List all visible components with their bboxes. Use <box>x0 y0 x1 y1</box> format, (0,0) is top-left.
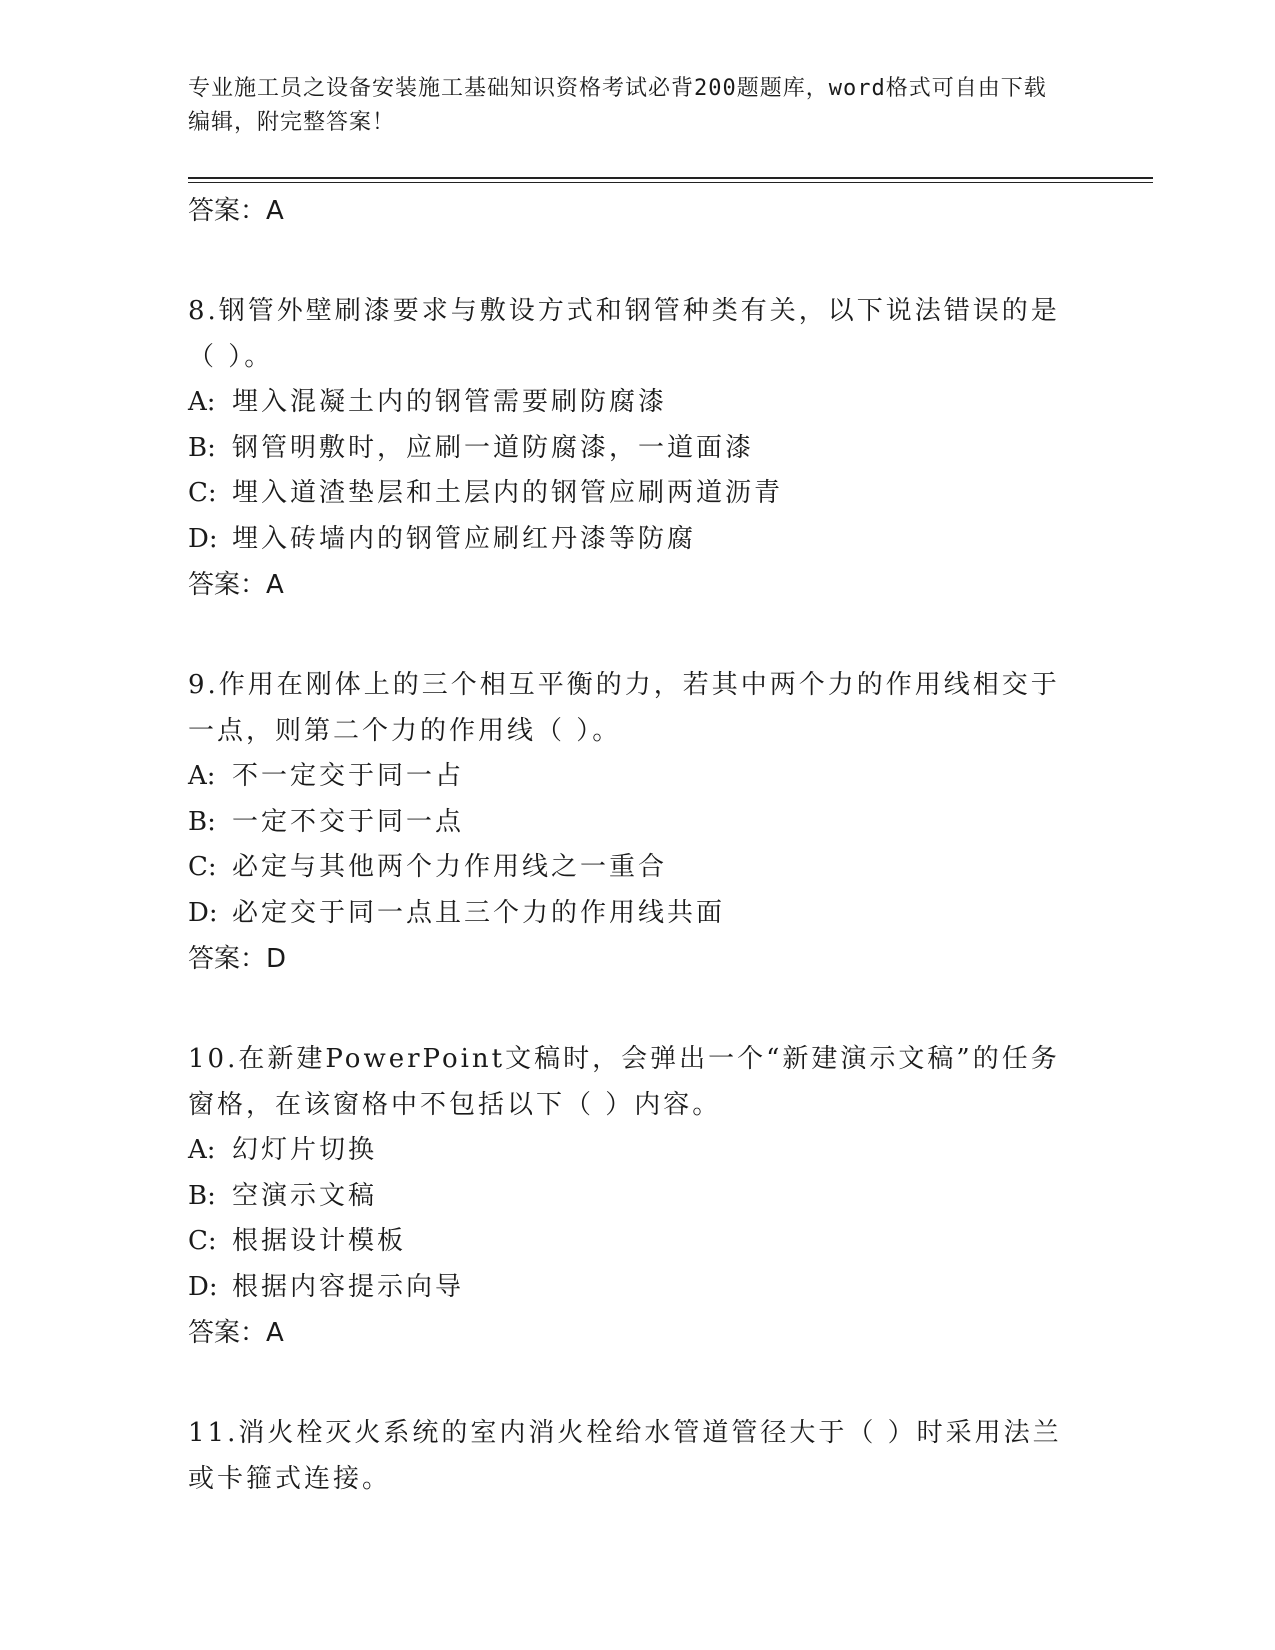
option-key: A: <box>188 387 216 417</box>
option-text: 钢管明敷时，应刷一道防腐漆，一道面漆 <box>232 432 755 463</box>
option-a <box>188 380 1068 426</box>
answer-line: 答案：A <box>188 1318 284 1348</box>
option-text: 必定与其他两个力作用线之一重合 <box>232 852 668 882</box>
answer-line: 答案：A <box>188 196 284 226</box>
option-a <box>188 754 1068 800</box>
question-10 <box>188 1036 1068 1356</box>
question-text: 10.在新建PowerPoint文稿时，会弹出一个“新建演示文稿”的任务窗格，在该窗格中不包括以下（ ）内容。 <box>188 1044 1060 1120</box>
option-c <box>188 471 1068 517</box>
option-text: 埋入砖墙内的钢管应刷红丹漆等防腐 <box>232 523 697 554</box>
option-d <box>188 1265 1068 1311</box>
option-text: 一定不交于同一点 <box>232 806 465 837</box>
option-key: B: <box>188 432 216 463</box>
header-divider-thin <box>188 182 1153 183</box>
option-text: 空演示文稿 <box>232 1180 378 1211</box>
option-c <box>188 845 1068 891</box>
option-b <box>188 800 1068 846</box>
answer-line: 答案：D <box>188 944 287 974</box>
option-a <box>188 1128 1068 1174</box>
option-key: A: <box>188 761 216 791</box>
option-d <box>188 517 1068 563</box>
option-text: 根据内容提示向导 <box>232 1271 465 1302</box>
option-text: 不一定交于同一占 <box>232 761 465 791</box>
option-text: 埋入混凝土内的钢管需要刷防腐漆 <box>232 387 668 417</box>
answer-line: 答案：A <box>188 570 284 600</box>
question-9 <box>188 662 1068 982</box>
option-text: 埋入道渣垫层和土层内的钢管应刷两道沥青 <box>232 478 784 508</box>
question-text: 9.作用在刚体上的三个相互平衡的力，若其中两个力的作用线相交于一点，则第二个力的作用线（ ）。 <box>188 670 1060 746</box>
question-11 <box>188 1410 1068 1502</box>
question-text: 8.钢管外壁刷漆要求与敷设方式和钢管种类有关，以下说法错误的是（ ）。 <box>188 296 1060 372</box>
option-key: D: <box>188 897 218 928</box>
option-b <box>188 426 1068 472</box>
option-key: C: <box>188 478 217 508</box>
option-key: C: <box>188 1226 217 1256</box>
option-key: D: <box>188 523 218 554</box>
option-key: A: <box>188 1135 216 1165</box>
option-key: C: <box>188 852 217 882</box>
option-c <box>188 1219 1068 1265</box>
option-d <box>188 891 1068 937</box>
document-header: 专业施工员之设备安装施工基础知识资格考试必背200题题库，word格式可自由下载编辑，附完整答案！ <box>188 76 1047 135</box>
option-key: B: <box>188 1180 216 1211</box>
option-text: 根据设计模板 <box>232 1226 407 1256</box>
header-divider-thick <box>188 177 1153 179</box>
option-text: 幻灯片切换 <box>232 1135 378 1165</box>
question-text: 11.消火栓灭火系统的室内消火栓给水管道管径大于（ ）时采用法兰或卡箍式连接。 <box>188 1418 1062 1494</box>
document-body <box>188 188 1068 1502</box>
question-8 <box>188 288 1068 608</box>
option-b <box>188 1174 1068 1220</box>
option-key: B: <box>188 806 216 837</box>
option-text: 必定交于同一点且三个力的作用线共面 <box>232 897 726 928</box>
option-key: D: <box>188 1271 218 1302</box>
